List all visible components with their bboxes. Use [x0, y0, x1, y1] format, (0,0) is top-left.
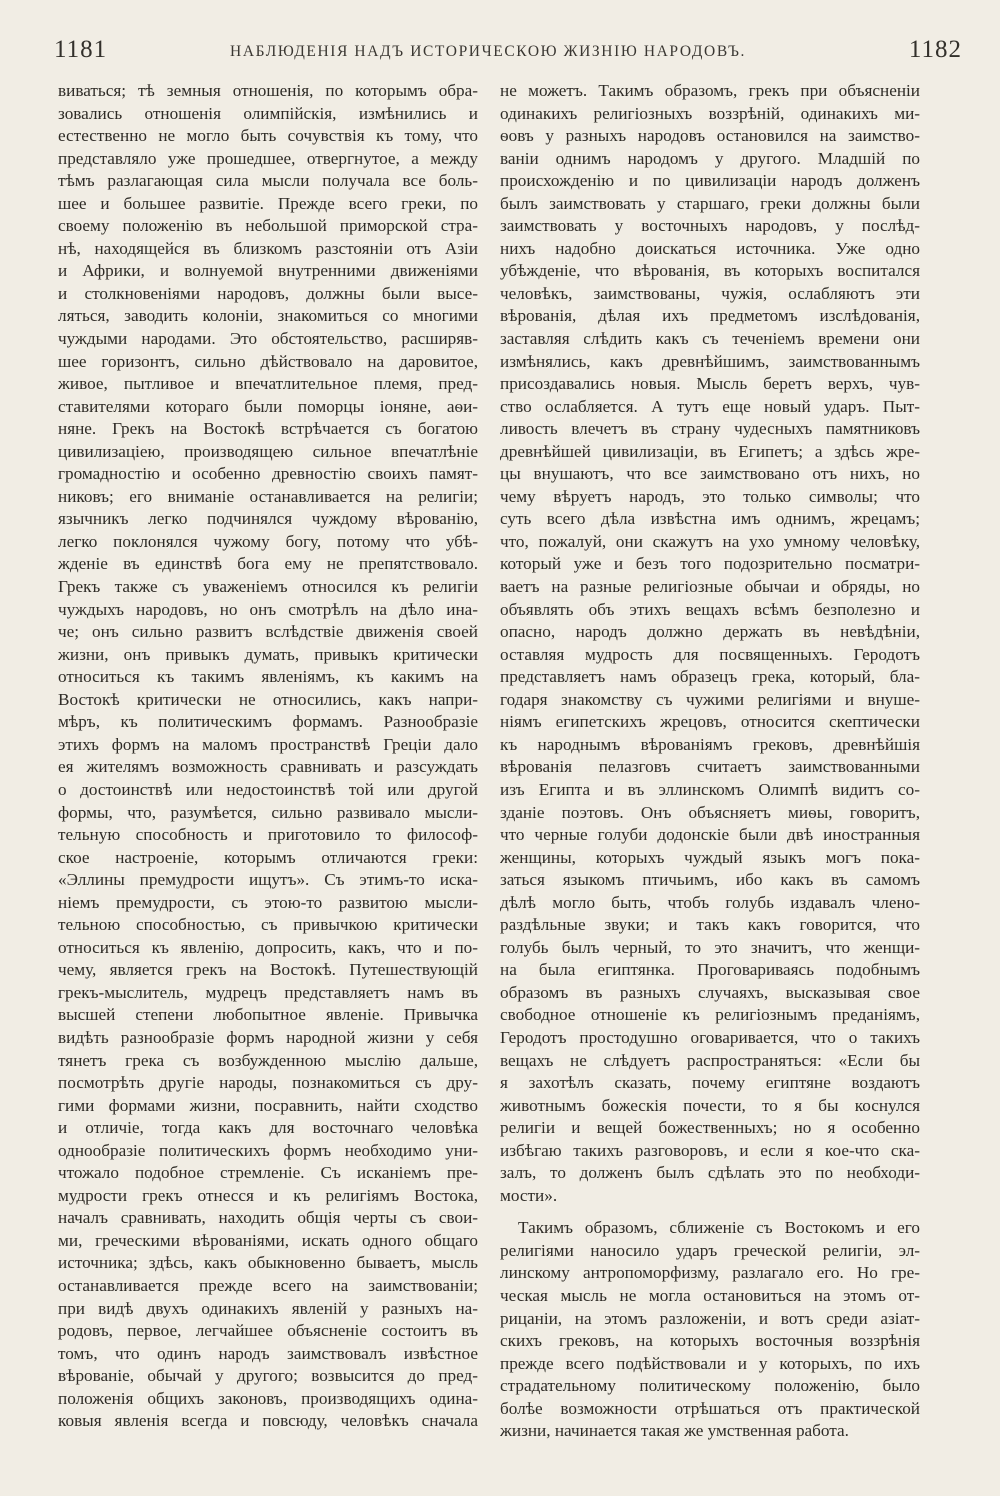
text-line: образомъ въ разныхъ случаяхъ, высказывая свое — [500, 982, 920, 1002]
text-line: на была египтянка. Проговариваясь подобнымъ — [500, 960, 920, 980]
text-line: изъ Египта и въ эллинскомъ Олимпѣ видитъ со- — [500, 779, 920, 799]
text-line: чему вѣруетъ народъ, это только символы; что — [500, 486, 920, 506]
text-line: что черные голуби додонскіе были двѣ иностранныя — [500, 825, 920, 845]
text-line: видѣть разнообразіе формъ народной жизни у себя — [58, 1027, 478, 1047]
text-line: относиться къ такимъ явленіямъ, къ какимъ на — [58, 667, 478, 687]
text-line: вещахъ не слѣдуетъ распространяться: «Если бы — [500, 1050, 920, 1070]
text-line: источника; здѣсь, какъ обыкновенно бываетъ, мысль — [58, 1253, 478, 1273]
text-line: происхожденію и по цивилизаціи народъ долженъ — [500, 171, 920, 191]
text-line: Востокѣ критически не относились, какъ напри- — [58, 689, 478, 709]
right-column — [500, 80, 920, 1443]
text-line: мѣръ, къ политическимъ формамъ. Разнообразіе — [58, 712, 478, 732]
text-line: измѣнялись, какъ древнѣйшимъ, заимствованнымъ — [500, 351, 920, 371]
text-line: чуждыхъ народовъ, но онъ смотрѣлъ на дѣло ина- — [58, 599, 478, 619]
text-line: страдательному политическому положенію, было — [500, 1376, 920, 1396]
text-line: зовались отношенія олимпійскія, измѣнились и — [58, 103, 478, 123]
page-number-right: 1182 — [908, 36, 962, 63]
text-line: своему положенію въ небольшой приморской стра- — [58, 216, 478, 236]
text-line: ливость влечетъ въ страну чудесныхъ памятниковъ — [500, 419, 920, 439]
text-line: тельною способностью, съ привычкою критически — [58, 915, 478, 935]
text-line: былъ заимствовать у старшаго, греки должны были — [500, 193, 920, 213]
text-line: ковыя явленія всегда и повсюду, человѣкъ сначала — [58, 1411, 478, 1431]
text-line: свободное отношеніе къ религіознымъ преданіямъ, — [500, 1005, 920, 1025]
text-line: женщины, которыхъ чуждый языкъ могъ пока- — [500, 847, 920, 867]
text-line: дѣлѣ могло быть, чтобъ голубь издавалъ члено- — [500, 892, 920, 912]
text-line: никовъ; его вниманіе останавливается на религіи; — [58, 486, 478, 506]
text-line: ваетъ на разные религіозные обычаи и обряды, но — [500, 577, 920, 597]
running-title: НАБЛЮДЕНІЯ НАДЪ ИСТОРИЧЕСКОЮ ЖИЗНІЮ НАРОДОВЪ. — [230, 43, 746, 60]
text-line: няне. Грекъ на Востокѣ встрѣчается съ богатою — [58, 419, 478, 439]
text-line: избѣгаю такихъ разговоровъ, и если я кое-что ска- — [500, 1140, 920, 1160]
text-line: ческая мысль не могла остановиться на этомъ от- — [500, 1285, 920, 1305]
text-line: тѣмъ разлагающая сила мысли получала все боль- — [58, 171, 478, 191]
text-line: я захотѣлъ сказать, почему египтяне воздаютъ — [500, 1073, 920, 1093]
text-line: громадностію и особенно древностію своихъ памят- — [58, 464, 478, 484]
text-line: тянетъ грека съ возбужденною мыслію дальше, — [58, 1050, 478, 1070]
text-line: жизни, онъ привыкъ думать, привыкъ критически — [58, 644, 478, 664]
text-line: однообразіе политическихъ формъ необходимо уни- — [58, 1140, 478, 1160]
text-line: и столкновеніями народовъ, должны были высе- — [58, 283, 478, 303]
text-line: убѣжденіе, что вѣрованія, въ которыхъ воспитался — [500, 261, 920, 281]
text-line: человѣкъ, заимствованы, чужія, ослабляютъ эти — [500, 283, 920, 303]
text-line: болѣе возможности отрѣшаться отъ практической — [500, 1398, 920, 1418]
text-line: годаря знакомству съ чужими религіями и внуше- — [500, 689, 920, 709]
text-line: ваніи однимъ народомъ у другого. Младшій по — [500, 148, 920, 168]
text-line: началъ сравнивать, находить общія черты съ свои- — [58, 1208, 478, 1228]
text-line: этихъ формъ на маломъ пространствѣ Греціи дало — [58, 734, 478, 754]
text-line: линскому антропоморфизму, разлагало его. Но гре- — [500, 1263, 920, 1283]
text-line: древнѣйшей цивилизаціи, въ Египетъ; а здѣсь жре- — [500, 441, 920, 461]
text-line: формы, что, разумѣется, сильно развивало мысли- — [58, 802, 478, 822]
text-line: цы внушаютъ, что все заимствовано отъ нихъ, но — [500, 464, 920, 484]
text-line: что, пожалуй, они скажутъ на ухо умному человѣку, — [500, 531, 920, 551]
text-line: и отличіе, тогда какъ для восточнаго человѣка — [58, 1118, 478, 1138]
text-line: легко поклонялся чужому богу, потому что убѣ- — [58, 531, 478, 551]
page-number-left: 1181 — [54, 36, 108, 63]
text-line: залъ, то долженъ былъ сдѣлать это по необходи- — [500, 1163, 920, 1183]
text-line: ставителями котораго были поморцы іоняне, аѳи- — [58, 396, 478, 416]
text-line: мудрости грекъ отнесся и къ религіямъ Востока, — [58, 1185, 478, 1205]
text-line: ляться, заводить колоніи, знакомиться со многими — [58, 306, 478, 326]
text-line: ство ослабляется. А тутъ еще новый ударъ. Пыт- — [500, 396, 920, 416]
text-line: мости». — [500, 1185, 558, 1205]
text-line: томъ, что одинъ народъ заимствовалъ извѣстное — [58, 1343, 478, 1363]
text-line: вѣрованія, дѣлая ихъ предметомъ изслѣдованія, — [500, 306, 920, 326]
text-line: ніемъ премудрости, съ этою-то развитою мысли- — [58, 892, 478, 912]
text-line: чтожало подобное стремленіе. Съ исканіемъ пре- — [58, 1163, 478, 1183]
text-line: чему, является грекъ на Востокѣ. Путешествующій — [58, 960, 478, 980]
text-line: гими формами жизни, посравнить, найти сходство — [58, 1095, 478, 1115]
text-line: относиться къ явленію, допросить, какъ, что и по- — [58, 937, 478, 957]
paragraph-gap — [500, 1207, 920, 1217]
left-column — [58, 80, 478, 1433]
text-line: вѣрованіе, обычай у другого; возвысится до пред- — [58, 1366, 478, 1386]
text-line: опасно, народъ должно держать въ невѣдѣніи, — [500, 622, 920, 642]
text-line: раздѣльные звуки; и такъ какъ говорится, что — [500, 915, 920, 935]
text-line: нихъ надобно доискаться источника. Уже одно — [500, 238, 920, 258]
text-line: одинакихъ религіозныхъ воззрѣній, одинакихъ ми- — [500, 103, 920, 123]
text-line: религіями наносило ударъ греческой религіи, эл- — [500, 1240, 920, 1260]
text-line: нѣ, находящейся въ близкомъ разстояніи отъ Азіи — [58, 238, 478, 258]
text-line: заставляя слѣдить какъ съ теченіемъ времени они — [500, 329, 920, 349]
text-line: объявлять объ этихъ вещахъ всѣмъ безполезно и — [500, 599, 920, 619]
text-line: ское настроеніе, которымъ отличаются греки: — [58, 847, 478, 867]
text-line: присоздавались новыя. Мысль беретъ верхъ, чув- — [500, 374, 920, 394]
text-line: не можетъ. Такимъ образомъ, грекъ при объясненіи — [500, 81, 920, 100]
text-line: о достоинствѣ или недостоинствѣ той или другой — [58, 779, 478, 799]
text-line: высшей степени любопытное явленіе. Привычка — [58, 1005, 478, 1025]
text-line: представляетъ намъ образецъ грека, который, бла- — [500, 667, 920, 687]
text-line: останавливается прежде всего на заимствованіи; — [58, 1275, 478, 1295]
text-line: тельную способность и приготовило то философ- — [58, 825, 478, 845]
text-line: къ народнымъ вѣрованіямъ грековъ, древнѣйшія — [500, 734, 920, 754]
text-line: чуждыми народами. Это обстоятельство, расширяв- — [58, 329, 478, 349]
text-line: естественно не могло быть сочувствія къ тому, что — [58, 126, 478, 146]
text-line: родовъ, первое, легчайшее объясненіе состоитъ въ — [58, 1321, 478, 1341]
text-line: жизни, начинается такая же умственная работа. — [500, 1421, 849, 1441]
text-line: ми, греческими вѣрованіями, искать одного общаго — [58, 1230, 478, 1250]
text-line: прежде всего подѣйствовали и у которыхъ, по ихъ — [500, 1353, 920, 1373]
text-line: который уже и безъ того подозрительно посматри- — [500, 554, 920, 574]
text-line: положенія общихъ законовъ, производящихъ одина- — [58, 1388, 478, 1408]
text-line: вѣрованія пелазговъ считаетъ заимствованными — [500, 757, 920, 777]
text-line: суть всего дѣла извѣстна имъ однимъ, жрецамъ; — [500, 509, 920, 529]
text-line: религіи и вещей божественныхъ; но я особенно — [500, 1118, 920, 1138]
text-line: заться языкомъ птичьимъ, ибо какъ въ самомъ — [500, 870, 920, 890]
text-line: заимствовать у восточныхъ народовъ, у послѣд- — [500, 216, 920, 236]
text-line: шее и большее развитіе. Прежде всего греки, по — [58, 193, 478, 213]
text-line: жденіе въ единствѣ бога ему не препятствовало. — [58, 554, 478, 574]
text-line: скихъ грековъ, на которыхъ восточныя воззрѣнія — [500, 1331, 920, 1351]
text-line: шее горизонтъ, сильно дѣйствовало на даровитое, — [58, 351, 478, 371]
text-line: посмотрѣть другіе народы, познакомиться съ дру- — [58, 1073, 478, 1093]
text-line: Геродотъ простодушно оговаривается, что о такихъ — [500, 1027, 920, 1047]
text-line: при видѣ двухъ одинакихъ явленій у разныхъ на- — [58, 1298, 478, 1318]
text-line: оставляя мудрость для посвященныхъ. Геродотъ — [500, 644, 920, 664]
text-line: ея жителямъ возможность сравнивать и разсуждать — [58, 757, 478, 777]
text-line: че; онъ сильно развитъ вслѣдствіе движенія своей — [58, 622, 478, 642]
text-line: и Африки, и волнуемой внутренними движеніями — [58, 261, 478, 281]
text-line: живое, пытливое и впечатлительное племя, пред- — [58, 374, 478, 394]
text-line: язычникъ легко подчинялся чуждому вѣрованію, — [58, 509, 478, 529]
text-line: ѳовъ у разныхъ народовъ остановился на заимство- — [500, 126, 920, 146]
text-line: «Эллины премудрости ищутъ». Съ этимъ-то иска- — [58, 870, 478, 890]
page-header — [36, 36, 962, 72]
text-line: Грекъ также съ уваженіемъ относился къ религіи — [58, 577, 478, 597]
text-line: зданіе поэтовъ. Онъ объясняетъ миѳы, говоритъ, — [500, 802, 920, 822]
text-line: рицаніи, на этомъ разложеніи, и вотъ среди азіат- — [500, 1308, 920, 1328]
text-line: цивилизаціею, производящею сильное впечатлѣніе — [58, 441, 478, 461]
text-line: представляло уже прошедшее, отвергнутое, а между — [58, 148, 478, 168]
text-line: Такимъ образомъ, сближеніе съ Востокомъ и его — [518, 1218, 920, 1238]
text-line: животнымъ божескія почести, то я бы коснулся — [500, 1095, 920, 1115]
text-line: ніямъ египетскихъ жрецовъ, относится скептически — [500, 712, 920, 732]
text-line: грекъ-мыслитель, мудрецъ представляетъ намъ въ — [58, 982, 478, 1002]
text-line: виваться; тѣ земныя отношенія, по которымъ обра- — [58, 81, 478, 100]
text-line: голубь былъ черный, то это значитъ, что женщи- — [500, 937, 920, 957]
